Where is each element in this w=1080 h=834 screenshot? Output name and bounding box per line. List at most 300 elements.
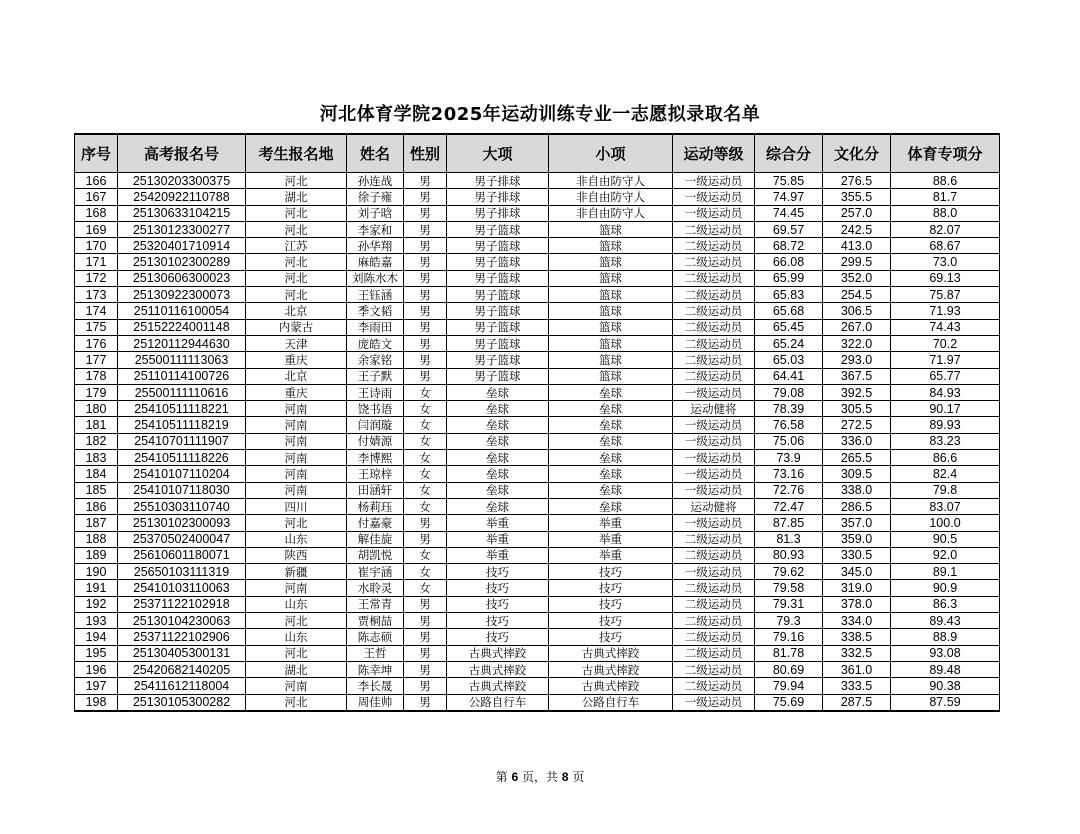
cell-sport-score: 88.9 [891, 629, 1000, 645]
cell-sub-event: 技巧 [549, 613, 673, 629]
cell-culture-score: 309.5 [823, 466, 891, 482]
cell-total-score: 65.24 [755, 335, 823, 351]
cell-exam-number: 25130405300131 [118, 645, 246, 661]
cell-total-score: 74.45 [755, 205, 823, 221]
cell-index: 175 [75, 319, 118, 335]
cell-gender: 男 [404, 303, 447, 319]
table-row [75, 303, 1000, 319]
cell-exam-number: 25650103111319 [118, 564, 246, 580]
cell-name: 杨莉珏 [347, 498, 404, 514]
cell-name: 陈幸坤 [347, 661, 404, 677]
cell-gender: 男 [404, 189, 447, 205]
cell-sport-score: 89.93 [891, 417, 1000, 433]
cell-athlete-level: 二级运动员 [673, 221, 755, 237]
cell-athlete-level: 一级运动员 [673, 694, 755, 711]
cell-major-event: 垒球 [447, 384, 549, 400]
cell-name: 刘子晗 [347, 205, 404, 221]
cell-registration-place: 河北 [246, 613, 347, 629]
cell-registration-place: 江苏 [246, 238, 347, 254]
table-row [75, 221, 1000, 237]
cell-total-score: 79.3 [755, 613, 823, 629]
cell-gender: 男 [404, 613, 447, 629]
cell-index: 198 [75, 694, 118, 711]
cell-total-score: 65.99 [755, 270, 823, 286]
cell-sport-score: 92.0 [891, 547, 1000, 563]
cell-name: 周佳帅 [347, 694, 404, 711]
cell-registration-place: 河北 [246, 287, 347, 303]
cell-gender: 女 [404, 433, 447, 449]
cell-sub-event: 篮球 [549, 287, 673, 303]
cell-total-score: 65.03 [755, 352, 823, 368]
table-row [75, 498, 1000, 514]
cell-culture-score: 357.0 [823, 515, 891, 531]
cell-athlete-level: 一级运动员 [673, 450, 755, 466]
cell-gender: 女 [404, 482, 447, 498]
cell-exam-number: 25130606300023 [118, 270, 246, 286]
table-row [75, 173, 1000, 189]
cell-culture-score: 272.5 [823, 417, 891, 433]
cell-name: 王子默 [347, 368, 404, 384]
cell-registration-place: 河北 [246, 173, 347, 189]
cell-total-score: 81.78 [755, 645, 823, 661]
cell-athlete-level: 二级运动员 [673, 596, 755, 612]
cell-gender: 男 [404, 645, 447, 661]
table-row [75, 678, 1000, 694]
cell-sub-event: 篮球 [549, 368, 673, 384]
table-row [75, 515, 1000, 531]
cell-sub-event: 古典式摔跤 [549, 661, 673, 677]
cell-major-event: 垒球 [447, 417, 549, 433]
footer-total-pages: 8 [561, 770, 569, 784]
cell-culture-score: 305.5 [823, 401, 891, 417]
cell-sport-score: 89.48 [891, 661, 1000, 677]
cell-sport-score: 69.13 [891, 270, 1000, 286]
table-row [75, 270, 1000, 286]
cell-index: 181 [75, 417, 118, 433]
table-row [75, 384, 1000, 400]
header-registration-place: 考生报名地 [246, 134, 347, 173]
cell-culture-score: 287.5 [823, 694, 891, 711]
cell-sport-score: 73.0 [891, 254, 1000, 270]
cell-sub-event: 举重 [549, 531, 673, 547]
cell-registration-place: 山东 [246, 531, 347, 547]
cell-culture-score: 338.0 [823, 482, 891, 498]
cell-culture-score: 367.5 [823, 368, 891, 384]
cell-athlete-level: 二级运动员 [673, 303, 755, 319]
cell-athlete-level: 二级运动员 [673, 531, 755, 547]
cell-sub-event: 非自由防守人 [549, 189, 673, 205]
cell-gender: 女 [404, 401, 447, 417]
cell-sport-score: 89.43 [891, 613, 1000, 629]
cell-athlete-level: 二级运动员 [673, 238, 755, 254]
cell-exam-number: 25510303110740 [118, 498, 246, 514]
cell-name: 陈志硕 [347, 629, 404, 645]
cell-sport-score: 90.9 [891, 580, 1000, 596]
cell-gender: 女 [404, 417, 447, 433]
cell-athlete-level: 二级运动员 [673, 580, 755, 596]
cell-major-event: 男子篮球 [447, 238, 549, 254]
cell-major-event: 男子篮球 [447, 303, 549, 319]
table-row [75, 189, 1000, 205]
cell-index: 184 [75, 466, 118, 482]
cell-culture-score: 392.5 [823, 384, 891, 400]
table-row [75, 466, 1000, 482]
header-gender: 性别 [404, 134, 447, 173]
cell-registration-place: 陕西 [246, 547, 347, 563]
table-row [75, 450, 1000, 466]
cell-gender: 女 [404, 580, 447, 596]
cell-exam-number: 25371122102918 [118, 596, 246, 612]
cell-gender: 女 [404, 450, 447, 466]
cell-major-event: 公路自行车 [447, 694, 549, 711]
cell-total-score: 65.45 [755, 319, 823, 335]
cell-major-event: 垒球 [447, 450, 549, 466]
cell-sub-event: 举重 [549, 547, 673, 563]
cell-sport-score: 79.8 [891, 482, 1000, 498]
cell-name: 李长晟 [347, 678, 404, 694]
cell-name: 王哲 [347, 645, 404, 661]
cell-sub-event: 垒球 [549, 466, 673, 482]
cell-registration-place: 山东 [246, 629, 347, 645]
cell-exam-number: 25410701111907 [118, 433, 246, 449]
cell-gender: 男 [404, 694, 447, 711]
cell-sport-score: 88.0 [891, 205, 1000, 221]
cell-index: 196 [75, 661, 118, 677]
cell-sub-event: 垒球 [549, 498, 673, 514]
cell-sub-event: 篮球 [549, 303, 673, 319]
cell-registration-place: 河北 [246, 694, 347, 711]
table-row [75, 254, 1000, 270]
cell-exam-number: 25410511118221 [118, 401, 246, 417]
cell-total-score: 79.16 [755, 629, 823, 645]
cell-index: 182 [75, 433, 118, 449]
cell-gender: 男 [404, 596, 447, 612]
cell-sub-event: 篮球 [549, 270, 673, 286]
cell-athlete-level: 二级运动员 [673, 287, 755, 303]
footer-suffix: 页 [572, 770, 585, 784]
cell-total-score: 87.85 [755, 515, 823, 531]
cell-gender: 男 [404, 629, 447, 645]
cell-major-event: 男子篮球 [447, 352, 549, 368]
cell-major-event: 男子排球 [447, 205, 549, 221]
cell-exam-number: 25130102300093 [118, 515, 246, 531]
cell-exam-number: 25610601180071 [118, 547, 246, 563]
cell-culture-score: 254.5 [823, 287, 891, 303]
cell-registration-place: 河南 [246, 450, 347, 466]
table-row [75, 368, 1000, 384]
cell-registration-place: 河北 [246, 515, 347, 531]
table-row [75, 661, 1000, 677]
cell-culture-score: 322.0 [823, 335, 891, 351]
cell-gender: 男 [404, 319, 447, 335]
cell-culture-score: 345.0 [823, 564, 891, 580]
cell-sub-event: 垒球 [549, 482, 673, 498]
cell-sport-score: 83.23 [891, 433, 1000, 449]
cell-culture-score: 286.5 [823, 498, 891, 514]
cell-name: 王诗雨 [347, 384, 404, 400]
cell-sub-event: 技巧 [549, 629, 673, 645]
cell-gender: 男 [404, 368, 447, 384]
cell-sub-event: 举重 [549, 515, 673, 531]
footer-page-number: 6 [511, 770, 519, 784]
cell-total-score: 75.06 [755, 433, 823, 449]
cell-gender: 男 [404, 238, 447, 254]
table-row [75, 645, 1000, 661]
cell-major-event: 男子篮球 [447, 319, 549, 335]
table-row [75, 205, 1000, 221]
cell-total-score: 68.72 [755, 238, 823, 254]
cell-index: 170 [75, 238, 118, 254]
table-row [75, 319, 1000, 335]
cell-gender: 男 [404, 531, 447, 547]
cell-total-score: 79.31 [755, 596, 823, 612]
cell-name: 孙连战 [347, 173, 404, 189]
cell-sport-score: 70.2 [891, 335, 1000, 351]
cell-exam-number: 25420682140205 [118, 661, 246, 677]
cell-gender: 男 [404, 254, 447, 270]
header-index: 序号 [75, 134, 118, 173]
cell-major-event: 垒球 [447, 482, 549, 498]
cell-registration-place: 河北 [246, 205, 347, 221]
cell-index: 167 [75, 189, 118, 205]
cell-culture-score: 330.5 [823, 547, 891, 563]
cell-sport-score: 93.08 [891, 645, 1000, 661]
cell-total-score: 64.41 [755, 368, 823, 384]
cell-sub-event: 篮球 [549, 319, 673, 335]
cell-registration-place: 四川 [246, 498, 347, 514]
cell-athlete-level: 一级运动员 [673, 173, 755, 189]
cell-sub-event: 古典式摔跤 [549, 645, 673, 661]
cell-total-score: 75.85 [755, 173, 823, 189]
cell-athlete-level: 一级运动员 [673, 515, 755, 531]
cell-exam-number: 25130123300277 [118, 221, 246, 237]
header-name: 姓名 [347, 134, 404, 173]
cell-name: 付婧源 [347, 433, 404, 449]
cell-major-event: 男子篮球 [447, 287, 549, 303]
cell-major-event: 垒球 [447, 466, 549, 482]
cell-sub-event: 垒球 [549, 433, 673, 449]
cell-exam-number: 25110116100054 [118, 303, 246, 319]
cell-index: 176 [75, 335, 118, 351]
cell-registration-place: 河南 [246, 433, 347, 449]
header-culture-score: 文化分 [823, 134, 891, 173]
cell-athlete-level: 一级运动员 [673, 466, 755, 482]
cell-name: 徐子雍 [347, 189, 404, 205]
cell-athlete-level: 一级运动员 [673, 189, 755, 205]
cell-sport-score: 81.7 [891, 189, 1000, 205]
cell-gender: 男 [404, 661, 447, 677]
table-row [75, 238, 1000, 254]
cell-athlete-level: 一级运动员 [673, 564, 755, 580]
cell-registration-place: 湖北 [246, 661, 347, 677]
cell-exam-number: 25410107118030 [118, 482, 246, 498]
cell-index: 192 [75, 596, 118, 612]
cell-sport-score: 83.07 [891, 498, 1000, 514]
cell-sub-event: 技巧 [549, 580, 673, 596]
cell-exam-number: 25500111113063 [118, 352, 246, 368]
cell-index: 174 [75, 303, 118, 319]
cell-culture-score: 413.0 [823, 238, 891, 254]
cell-athlete-level: 二级运动员 [673, 645, 755, 661]
cell-total-score: 66.08 [755, 254, 823, 270]
cell-sub-event: 篮球 [549, 352, 673, 368]
cell-major-event: 男子排球 [447, 189, 549, 205]
cell-exam-number: 25130102300289 [118, 254, 246, 270]
cell-registration-place: 湖北 [246, 189, 347, 205]
document-title: 河北体育学院2025年运动训练专业一志愿拟录取名单 [319, 104, 761, 125]
cell-sub-event: 垒球 [549, 384, 673, 400]
cell-major-event: 男子篮球 [447, 270, 549, 286]
cell-registration-place: 北京 [246, 368, 347, 384]
cell-index: 188 [75, 531, 118, 547]
cell-gender: 男 [404, 352, 447, 368]
cell-name: 解佳旋 [347, 531, 404, 547]
cell-gender: 女 [404, 384, 447, 400]
table-row [75, 352, 1000, 368]
cell-culture-score: 352.0 [823, 270, 891, 286]
cell-index: 168 [75, 205, 118, 221]
cell-registration-place: 河南 [246, 678, 347, 694]
cell-index: 190 [75, 564, 118, 580]
table-row [75, 596, 1000, 612]
cell-total-score: 74.97 [755, 189, 823, 205]
cell-exam-number: 25120112944630 [118, 335, 246, 351]
cell-total-score: 79.62 [755, 564, 823, 580]
cell-sport-score: 68.67 [891, 238, 1000, 254]
cell-athlete-level: 二级运动员 [673, 547, 755, 563]
cell-sub-event: 非自由防守人 [549, 205, 673, 221]
cell-major-event: 举重 [447, 531, 549, 547]
cell-athlete-level: 一级运动员 [673, 205, 755, 221]
cell-name: 崔宇涵 [347, 564, 404, 580]
table-row [75, 287, 1000, 303]
cell-major-event: 男子篮球 [447, 335, 549, 351]
header-major-event: 大项 [447, 134, 549, 173]
cell-sub-event: 篮球 [549, 254, 673, 270]
table-body [75, 173, 1000, 711]
cell-athlete-level: 一级运动员 [673, 384, 755, 400]
cell-culture-score: 338.5 [823, 629, 891, 645]
table-row [75, 580, 1000, 596]
cell-sport-score: 71.93 [891, 303, 1000, 319]
cell-index: 195 [75, 645, 118, 661]
cell-index: 166 [75, 173, 118, 189]
cell-exam-number: 25130633104215 [118, 205, 246, 221]
cell-exam-number: 25320401710914 [118, 238, 246, 254]
cell-athlete-level: 二级运动员 [673, 629, 755, 645]
cell-major-event: 古典式摔跤 [447, 661, 549, 677]
cell-registration-place: 河南 [246, 401, 347, 417]
cell-total-score: 65.68 [755, 303, 823, 319]
cell-athlete-level: 二级运动员 [673, 613, 755, 629]
cell-culture-score: 257.0 [823, 205, 891, 221]
cell-major-event: 垒球 [447, 498, 549, 514]
header-total-score: 综合分 [755, 134, 823, 173]
cell-major-event: 技巧 [447, 629, 549, 645]
cell-index: 169 [75, 221, 118, 237]
cell-sub-event: 篮球 [549, 335, 673, 351]
cell-athlete-level: 二级运动员 [673, 661, 755, 677]
cell-exam-number: 25130922300073 [118, 287, 246, 303]
cell-gender: 女 [404, 466, 447, 482]
cell-culture-score: 359.0 [823, 531, 891, 547]
cell-exam-number: 25152224001148 [118, 319, 246, 335]
cell-athlete-level: 二级运动员 [673, 270, 755, 286]
cell-culture-score: 361.0 [823, 661, 891, 677]
cell-registration-place: 重庆 [246, 352, 347, 368]
cell-index: 185 [75, 482, 118, 498]
cell-index: 187 [75, 515, 118, 531]
cell-total-score: 72.76 [755, 482, 823, 498]
cell-total-score: 76.58 [755, 417, 823, 433]
cell-athlete-level: 运动健将 [673, 498, 755, 514]
cell-sport-score: 65.77 [891, 368, 1000, 384]
cell-index: 193 [75, 613, 118, 629]
cell-name: 水聆灵 [347, 580, 404, 596]
cell-gender: 男 [404, 287, 447, 303]
cell-index: 197 [75, 678, 118, 694]
cell-index: 183 [75, 450, 118, 466]
cell-major-event: 举重 [447, 547, 549, 563]
cell-major-event: 男子篮球 [447, 254, 549, 270]
cell-sub-event: 篮球 [549, 238, 673, 254]
cell-name: 王常青 [347, 596, 404, 612]
cell-athlete-level: 一级运动员 [673, 433, 755, 449]
cell-culture-score: 306.5 [823, 303, 891, 319]
cell-registration-place: 重庆 [246, 384, 347, 400]
table-row [75, 564, 1000, 580]
cell-gender: 男 [404, 173, 447, 189]
table-row [75, 613, 1000, 629]
cell-athlete-level: 一级运动员 [673, 482, 755, 498]
footer-prefix: 第 [495, 770, 508, 784]
cell-name: 付嘉豪 [347, 515, 404, 531]
table-header-row [75, 134, 1000, 173]
cell-sub-event: 垒球 [549, 417, 673, 433]
table-row [75, 433, 1000, 449]
footer-middle: 页，共 [521, 770, 558, 784]
cell-culture-score: 242.5 [823, 221, 891, 237]
table-row [75, 401, 1000, 417]
header-sport-score: 体育专项分 [891, 134, 1000, 173]
cell-name: 刘陈水木 [347, 270, 404, 286]
cell-exam-number: 25370502400047 [118, 531, 246, 547]
cell-name: 李雨田 [347, 319, 404, 335]
cell-name: 胡凯悦 [347, 547, 404, 563]
cell-name: 麻皓嘉 [347, 254, 404, 270]
cell-index: 171 [75, 254, 118, 270]
cell-gender: 女 [404, 564, 447, 580]
cell-exam-number: 25130203300375 [118, 173, 246, 189]
header-exam-number: 高考报名号 [118, 134, 246, 173]
cell-sport-score: 90.38 [891, 678, 1000, 694]
cell-total-score: 81.3 [755, 531, 823, 547]
cell-gender: 女 [404, 547, 447, 563]
cell-sub-event: 古典式摔跤 [549, 678, 673, 694]
cell-sub-event: 技巧 [549, 596, 673, 612]
cell-sport-score: 89.1 [891, 564, 1000, 580]
cell-sport-score: 71.97 [891, 352, 1000, 368]
cell-culture-score: 336.0 [823, 433, 891, 449]
header-athlete-level: 运动等级 [673, 134, 755, 173]
cell-registration-place: 河北 [246, 254, 347, 270]
cell-registration-place: 河北 [246, 270, 347, 286]
cell-sport-score: 84.93 [891, 384, 1000, 400]
cell-culture-score: 378.0 [823, 596, 891, 612]
cell-exam-number: 25420922110788 [118, 189, 246, 205]
cell-registration-place: 河南 [246, 417, 347, 433]
cell-total-score: 79.08 [755, 384, 823, 400]
